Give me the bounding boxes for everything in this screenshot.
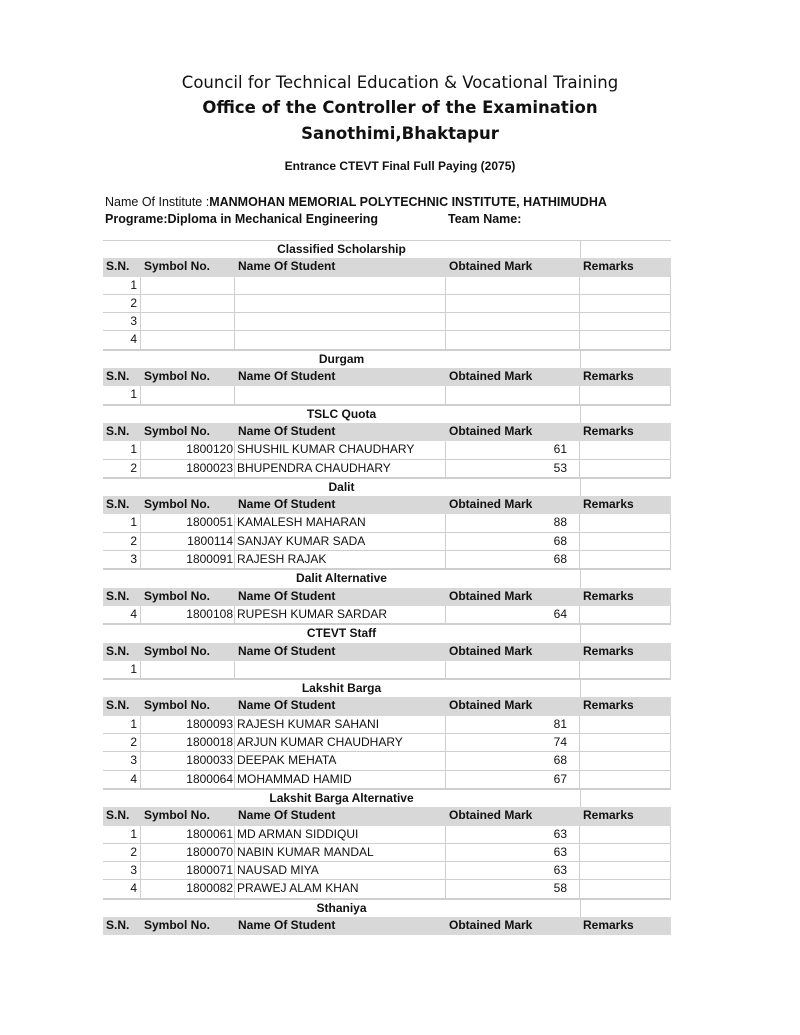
section-title-spacer	[580, 624, 671, 642]
table-cell	[235, 295, 446, 313]
table-cell: 1	[103, 386, 141, 404]
institute-line	[105, 195, 607, 209]
section-title-row	[103, 405, 671, 423]
table-cell	[446, 277, 580, 295]
column-header: S.N.	[106, 259, 130, 274]
table-row	[103, 880, 671, 898]
table-cell: 2	[103, 734, 141, 752]
table-cell: 1800070	[141, 844, 235, 862]
table-cell	[141, 277, 235, 295]
column-header: Obtained Mark	[449, 423, 533, 438]
column-header: Symbol No.	[144, 643, 211, 658]
section-title-spacer	[580, 350, 671, 368]
table-cell: 4	[103, 880, 141, 898]
table-cell: BHUPENDRA CHAUDHARY	[235, 460, 446, 478]
table-cell	[141, 295, 235, 313]
section-title: Sthaniya	[103, 899, 580, 917]
table-cell: 61	[446, 441, 580, 459]
table-cell	[446, 295, 580, 313]
table-cell: 81	[446, 716, 580, 734]
section-title: CTEVT Staff	[103, 624, 580, 642]
table-cell: KAMALESH MAHARAN	[235, 514, 446, 532]
table-cell	[580, 277, 671, 295]
council-title: Council for Technical Education & Vocational Training	[181, 73, 619, 92]
table-cell	[580, 386, 671, 404]
table-row	[103, 661, 671, 679]
table-cell	[580, 734, 671, 752]
table-cell: 1	[103, 441, 141, 459]
table-cell: 53	[446, 460, 580, 478]
table-row	[103, 331, 671, 349]
table-cell: 4	[103, 771, 141, 789]
table-cell	[580, 752, 671, 770]
table-cell: 1800093	[141, 716, 235, 734]
column-header: Remarks	[583, 698, 634, 713]
section-title-spacer	[580, 569, 671, 587]
table-cell: 3	[103, 862, 141, 880]
table-row	[103, 826, 671, 844]
section-title: Lakshit Barga	[103, 679, 580, 697]
column-header: Name Of Student	[238, 917, 336, 932]
column-header: Symbol No.	[144, 698, 211, 713]
table-cell: 58	[446, 880, 580, 898]
table-cell: 1800120	[141, 441, 235, 459]
institute-value: MANMOHAN MEMORIAL POLYTECHNIC INSTITUTE, HATHIMUDHA	[209, 195, 607, 209]
table-cell: 1800018	[141, 734, 235, 752]
table-cell: 1	[103, 277, 141, 295]
column-header: S.N.	[106, 588, 130, 603]
table-cell	[235, 313, 446, 331]
table-cell: 1800108	[141, 606, 235, 624]
column-header: Remarks	[583, 497, 634, 512]
table-cell: ARJUN KUMAR CHAUDHARY	[235, 734, 446, 752]
table-cell	[580, 533, 671, 551]
table-cell	[141, 661, 235, 679]
table-cell: NAUSAD MIYA	[235, 862, 446, 880]
table-cell	[235, 277, 446, 295]
table-cell: 2	[103, 533, 141, 551]
table-cell	[235, 331, 446, 349]
column-header: Obtained Mark	[449, 917, 533, 932]
table-cell: 63	[446, 826, 580, 844]
section-title: TSLC Quota	[103, 405, 580, 423]
section-title: Durgam	[103, 350, 580, 368]
column-header: Symbol No.	[144, 259, 211, 274]
table-row	[103, 606, 671, 624]
section-title: Dalit Alternative	[103, 569, 580, 587]
column-header: Name Of Student	[238, 497, 336, 512]
column-header: Obtained Mark	[449, 259, 533, 274]
column-header-row	[103, 423, 671, 441]
column-header: Name Of Student	[238, 643, 336, 658]
table-cell: RUPESH KUMAR SARDAR	[235, 606, 446, 624]
table-row	[103, 386, 671, 404]
table-cell: 2	[103, 295, 141, 313]
section-title-row	[103, 624, 671, 642]
column-header: S.N.	[106, 369, 130, 384]
table-cell	[580, 313, 671, 331]
table-cell: 1	[103, 661, 141, 679]
table-cell: SANJAY KUMAR SADA	[235, 533, 446, 551]
table-cell: 63	[446, 844, 580, 862]
table-cell	[580, 716, 671, 734]
column-header: Obtained Mark	[449, 698, 533, 713]
section-title: Dalit	[103, 478, 580, 496]
table-row	[103, 862, 671, 880]
column-header: Obtained Mark	[449, 497, 533, 512]
column-header: Remarks	[583, 423, 634, 438]
table-row	[103, 313, 671, 331]
table-row	[103, 533, 671, 551]
column-header: Name Of Student	[238, 808, 336, 823]
table-cell: RAJESH KUMAR SAHANI	[235, 716, 446, 734]
table-row	[103, 716, 671, 734]
column-header: Remarks	[583, 808, 634, 823]
table-cell: 3	[103, 313, 141, 331]
column-header-row	[103, 917, 671, 935]
table-cell: 1800114	[141, 533, 235, 551]
table-cell	[580, 880, 671, 898]
table-cell: 67	[446, 771, 580, 789]
section-title-row	[103, 350, 671, 368]
table-cell	[580, 331, 671, 349]
table-row	[103, 441, 671, 459]
column-header: Symbol No.	[144, 588, 211, 603]
table-cell: RAJESH RAJAK	[235, 551, 446, 569]
column-header: Name Of Student	[238, 698, 336, 713]
column-header-row	[103, 368, 671, 386]
table-cell: 1800051	[141, 514, 235, 532]
location-title: Sanothimi,Bhaktapur	[301, 124, 499, 143]
column-header: Remarks	[583, 369, 634, 384]
table-row	[103, 771, 671, 789]
section-title-spacer	[580, 240, 671, 258]
table-row	[103, 295, 671, 313]
table-cell	[580, 661, 671, 679]
column-header: Name Of Student	[238, 259, 336, 274]
table-row	[103, 844, 671, 862]
column-header: Name Of Student	[238, 588, 336, 603]
column-header: Symbol No.	[144, 497, 211, 512]
program-value: Diploma in Mechanical Engineering	[167, 212, 378, 226]
column-header: S.N.	[106, 917, 130, 932]
table-cell	[580, 514, 671, 532]
table-cell: MOHAMMAD HAMID	[235, 771, 446, 789]
column-header: Remarks	[583, 259, 634, 274]
column-header: Remarks	[583, 917, 634, 932]
table-cell	[580, 551, 671, 569]
column-header: Remarks	[583, 643, 634, 658]
column-header: Symbol No.	[144, 369, 211, 384]
table-cell	[580, 826, 671, 844]
section-title-spacer	[580, 679, 671, 697]
column-header: Symbol No.	[144, 808, 211, 823]
table-cell: 1	[103, 716, 141, 734]
office-title: Office of the Controller of the Examination	[202, 98, 598, 117]
table-cell	[141, 331, 235, 349]
column-header: S.N.	[106, 497, 130, 512]
section-title-row	[103, 899, 671, 917]
table-row	[103, 277, 671, 295]
table-row	[103, 734, 671, 752]
column-header-row	[103, 643, 671, 661]
section-title-spacer	[580, 789, 671, 807]
section-title-spacer	[580, 405, 671, 423]
table-cell: 4	[103, 331, 141, 349]
table-cell: 4	[103, 606, 141, 624]
table-row	[103, 460, 671, 478]
table-cell: 63	[446, 862, 580, 880]
team-name-label: Team Name:	[448, 212, 522, 226]
column-header-row	[103, 258, 671, 276]
table-cell	[580, 844, 671, 862]
table-cell: NABIN KUMAR MANDAL	[235, 844, 446, 862]
table-cell: 3	[103, 752, 141, 770]
section-title-row	[103, 240, 671, 258]
table-cell: 1800033	[141, 752, 235, 770]
table-cell: 2	[103, 460, 141, 478]
column-header: Obtained Mark	[449, 588, 533, 603]
table-cell	[580, 441, 671, 459]
column-header-row	[103, 588, 671, 606]
table-cell: 1	[103, 826, 141, 844]
table-cell	[580, 295, 671, 313]
table-cell: 68	[446, 551, 580, 569]
column-header: Remarks	[583, 588, 634, 603]
section-title-row	[103, 679, 671, 697]
table-cell: 68	[446, 533, 580, 551]
table-cell: 1800082	[141, 880, 235, 898]
table-row	[103, 752, 671, 770]
table-cell: 88	[446, 514, 580, 532]
column-header: Name Of Student	[238, 369, 336, 384]
table-cell: 1	[103, 514, 141, 532]
section-title: Classified Scholarship	[103, 240, 580, 258]
table-cell	[580, 606, 671, 624]
table-cell: 68	[446, 752, 580, 770]
table-cell: DEEPAK MEHATA	[235, 752, 446, 770]
table-cell	[446, 313, 580, 331]
table-cell	[141, 313, 235, 331]
table-cell: 74	[446, 734, 580, 752]
column-header: S.N.	[106, 698, 130, 713]
table-cell	[580, 771, 671, 789]
section-title: Lakshit Barga Alternative	[103, 789, 580, 807]
section-title-row	[103, 789, 671, 807]
table-cell: 1800091	[141, 551, 235, 569]
table-cell	[446, 386, 580, 404]
program-label: Programe:	[105, 212, 168, 226]
column-header: Name Of Student	[238, 423, 336, 438]
exam-subtitle: Entrance CTEVT Final Full Paying (2075)	[284, 159, 516, 173]
section-title-row	[103, 478, 671, 496]
column-header-row	[103, 697, 671, 715]
column-header: S.N.	[106, 643, 130, 658]
table-cell: 1800023	[141, 460, 235, 478]
column-header: Obtained Mark	[449, 808, 533, 823]
table-cell	[235, 661, 446, 679]
column-header: S.N.	[106, 423, 130, 438]
column-header-row	[103, 496, 671, 514]
table-cell	[141, 386, 235, 404]
column-header-row	[103, 807, 671, 825]
program-line	[105, 212, 378, 226]
table-cell: 1800071	[141, 862, 235, 880]
table-cell	[580, 460, 671, 478]
table-cell: 2	[103, 844, 141, 862]
section-title-row	[103, 569, 671, 587]
column-header: Symbol No.	[144, 917, 211, 932]
table-cell	[235, 386, 446, 404]
table-cell	[580, 862, 671, 880]
table-cell: SHUSHIL KUMAR CHAUDHARY	[235, 441, 446, 459]
column-header: Symbol No.	[144, 423, 211, 438]
table-cell: 3	[103, 551, 141, 569]
table-cell	[446, 661, 580, 679]
column-header: S.N.	[106, 808, 130, 823]
table-cell: PRAWEJ ALAM KHAN	[235, 880, 446, 898]
section-title-spacer	[580, 899, 671, 917]
results-table	[103, 240, 671, 935]
table-cell: 1800061	[141, 826, 235, 844]
table-cell: 64	[446, 606, 580, 624]
table-row	[103, 551, 671, 569]
institute-label: Name Of Institute :	[105, 195, 210, 209]
table-cell: 1800064	[141, 771, 235, 789]
column-header: Obtained Mark	[449, 643, 533, 658]
table-cell: MD ARMAN SIDDIQUI	[235, 826, 446, 844]
table-cell	[446, 331, 580, 349]
column-header: Obtained Mark	[449, 369, 533, 384]
table-row	[103, 514, 671, 532]
section-title-spacer	[580, 478, 671, 496]
